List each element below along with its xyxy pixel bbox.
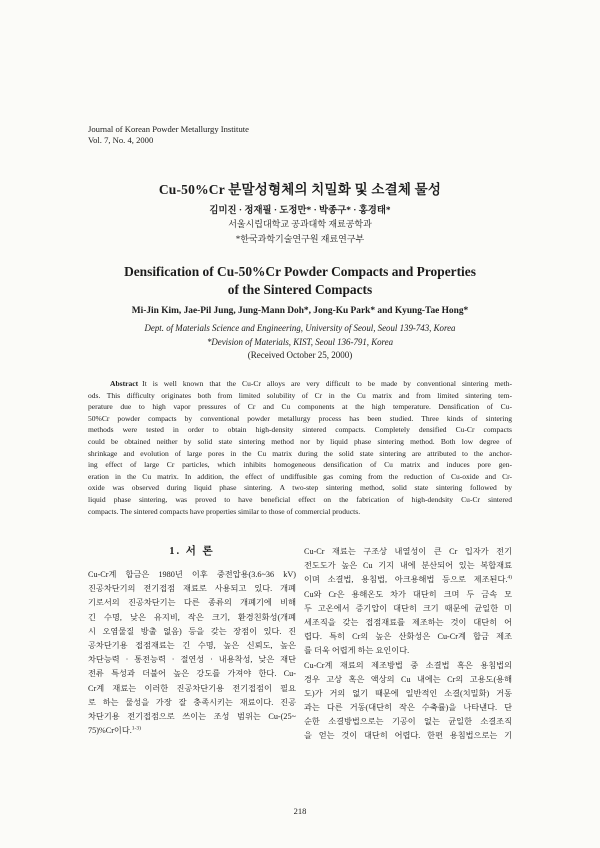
body-line: 차단기용 전기접점으로 쓰이는 조성 범위는 Cu-(25~ bbox=[88, 711, 296, 721]
korean-authors: 김미진 · 정재필 · 도정만* · 박종구* · 홍경태* bbox=[209, 206, 391, 216]
body-column-left bbox=[88, 538, 296, 738]
abstract-line: ods. This difficulty originates both from limited solubility of Cr in the Cu matrix and from limited sintering tem- bbox=[88, 390, 512, 400]
english-title-line-1: Densification of Cu-50%Cr Powder Compacts and Properties bbox=[124, 264, 476, 279]
body-line: 시 오염물질 방출 없음) 등을 갖는 장점이 있다. 진 bbox=[88, 626, 296, 636]
abstract-line: perature due to high vapor pressures of Cr and Cu components at the high temperature. Densification of Cu- bbox=[88, 402, 512, 412]
page-number: 218 bbox=[293, 806, 307, 816]
journal-volume: Vol. 7, No. 4, 2000 bbox=[88, 135, 154, 145]
body-line: 진공차단기의 전기접점 재료로 사용되고 있다. 개폐 bbox=[88, 584, 296, 594]
abstract-line: 50%Cr powder compacts by conventional powder metallurgy process has been studied. Three kinds of sintering bbox=[88, 413, 512, 423]
body-line: Cu-Cr계 합금은 1980년 이후 중전압용(3.6~36 kV) bbox=[88, 570, 296, 579]
body-line: 과는 다른 거동(대단히 작은 수축률)을 나타낸다. 단 bbox=[304, 703, 512, 713]
abstract-line: It is well known that the Cu-Cr alloys are very difficult to be made by conventional sintering meth- bbox=[142, 379, 512, 388]
abstract-label: Abstract bbox=[110, 379, 139, 388]
korean-affiliation-1: 서울시립대학교 공과대학 재료공학과 bbox=[228, 219, 372, 229]
received-date: (Received October 25, 2000) bbox=[247, 350, 353, 360]
body-line: Cu-Cr계 재료의 제조방법 중 소결법 혹은 용침법의 bbox=[304, 660, 512, 670]
body-line: 공차단기용 접점재료는 긴 수명, 높은 신뢰도, 높은 bbox=[88, 640, 296, 650]
body-line: 순한 소결방법으로는 기공이 없는 균일한 소결조직 bbox=[304, 717, 512, 727]
body-line: Cu와 Cr은 용해온도 차가 대단히 크며 두 금속 모 bbox=[304, 589, 512, 599]
body-line: 긴 수명, 낮은 유지비, 작은 크기, 환경친화성(개폐 bbox=[88, 612, 296, 622]
body-line: 로 하는 물성을 가장 잘 충족시키는 재료이다. 진공 bbox=[88, 697, 296, 707]
body-line: Cu-Cr 재료는 구조상 내열성이 큰 Cr 입자가 전기 bbox=[304, 547, 512, 556]
body-line: Cr계 재료는 이러한 진공차단기용 전기접점이 필요 bbox=[88, 683, 296, 693]
english-affiliation-1: Dept. of Materials Science and Engineering, University of Seoul, Seoul 139-743, Korea bbox=[144, 323, 456, 333]
body-line: 기로서의 진공차단기는 다른 종류의 개폐기에 비해 bbox=[88, 598, 296, 608]
journal-header bbox=[88, 124, 249, 146]
english-authors: Mi-Jin Kim, Jae-Pil Jung, Jung-Mann Doh*, Jong-Ku Park* and Kyung-Tae Hong* bbox=[131, 306, 469, 316]
abstract-line: eration in the Cu matrix. In addition, the effect of undiffusible gas coming from the reduction of Cu-oxide and Cr- bbox=[88, 471, 512, 481]
body-line: 세조직을 갖는 접점재료를 제조하는 것이 대단히 어 bbox=[304, 617, 512, 627]
abstract-line: methods were tested in order to obtain high-density sintered compacts. Completely densified Cu-Cr compacts bbox=[88, 425, 512, 435]
abstract bbox=[88, 378, 512, 517]
body-line: 를 더욱 어렵게 하는 요인이다. bbox=[304, 646, 410, 656]
reference-marker: 4) bbox=[507, 574, 512, 581]
body-line: 도)가 거의 없기 때문에 일반적인 소결(치밀화) 거동 bbox=[304, 688, 512, 698]
body-line: 차단능력 · 통전능력 · 절연성 · 내용착성, 낮은 재단 bbox=[88, 655, 296, 665]
body-line: 전류 특성과 더불어 높은 강도를 가져야 한다. Cu- bbox=[88, 669, 296, 679]
body-column-right bbox=[304, 545, 512, 744]
reference-marker: 1-3) bbox=[131, 725, 141, 732]
abstract-line: could be obtained neither by solid state sintering method nor by liquid phase sintering method. Both low degree of bbox=[88, 436, 512, 446]
body-line: 을 얻는 것이 대단히 어렵다. 한편 용침법으로는 기 bbox=[304, 731, 512, 741]
abstract-line: shrinkage and evolution of large pores in the Cu matrix during the solid state sintering are attributed to the anchor- bbox=[88, 448, 512, 458]
body-line: 두 고온에서 증기압이 대단히 크기 때문에 균일한 미 bbox=[304, 603, 512, 613]
korean-affiliation-2: *한국과학기술연구원 재료연구부 bbox=[235, 234, 365, 244]
abstract-line: oxide was observed during liquid phase sintering. A two-step sintering method, solid state sintering followed by bbox=[88, 483, 512, 493]
body-line: 경우 고상 혹은 액상의 Cu 내에는 Cr의 고용도(용해 bbox=[304, 674, 512, 684]
abstract-line: compacts. The sintered compacts have properties similar to those of commercial products. bbox=[88, 506, 361, 516]
abstract-line: liquid phase sintering, was proved to have beneficial effect on the fabrication of high-dendsity Cu-Cr sintered bbox=[88, 494, 512, 504]
abstract-line: ing effect of large Cr particles, which inhibits homogeneous densification of Cu matrix and induces pore gen- bbox=[88, 460, 512, 470]
body-line: 75)%Cr이다. bbox=[88, 726, 132, 736]
body-line: 렵다. 특히 Cr의 높은 산화성은 Cu-Cr계 합금 제조 bbox=[304, 632, 512, 642]
korean-title: Cu-50%Cr 분말성형체의 치밀화 및 소결체 물성 bbox=[158, 182, 442, 197]
journal-name: Journal of Korean Powder Metallurgy Institute bbox=[88, 124, 249, 134]
body-line: 이며 소결법, 용침법, 아크용해법 등으로 제조된다. bbox=[304, 575, 508, 585]
english-title-line-2: of the Sintered Compacts bbox=[227, 282, 373, 297]
section-heading-introduction: 1. 서 론 bbox=[169, 546, 215, 557]
body-line: 전도도가 높은 Cu 기지 내에 분산되어 있는 복합재료 bbox=[304, 561, 512, 571]
english-title bbox=[0, 263, 600, 299]
english-affiliation-2: *Devision of Materials, KIST, Seoul 136-791, Korea bbox=[206, 337, 394, 347]
